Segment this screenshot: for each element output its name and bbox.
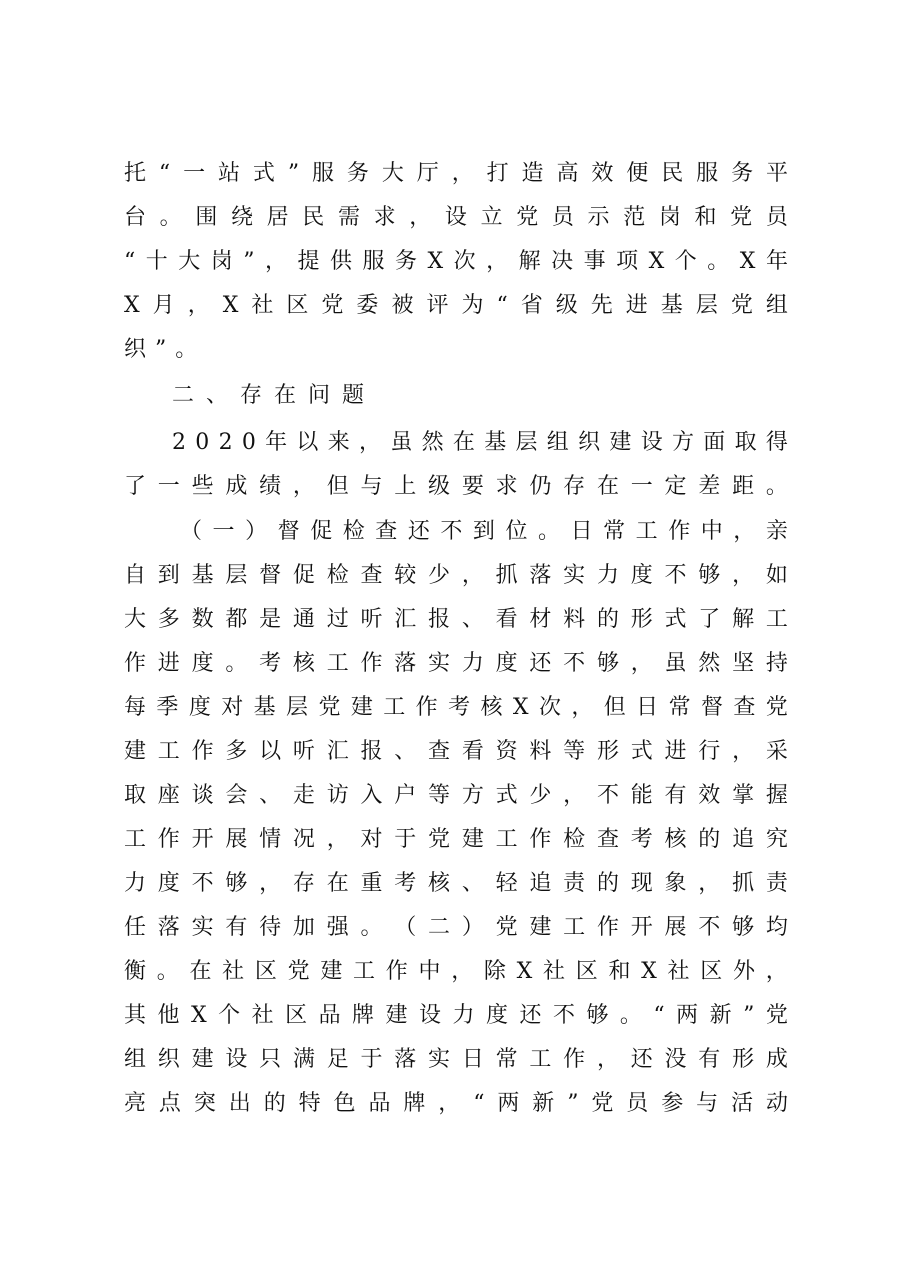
section-heading-problems: 二、存在问题 (172, 383, 377, 408)
text-line: 大 多 数 都 是 通 过 听 汇 报 、 看 材 料 的 形 式 了 解 工 (124, 607, 788, 632)
text-line: 力 度 不 够 ， 存 在 重 考 核 、 轻 追 责 的 现 象 ， 抓 责 (124, 871, 788, 896)
text-line: 亮 点 突 出 的 特 色 品 牌 ， “ 两 新 ” 党 员 参 与 活 动 (124, 1091, 788, 1116)
paragraph-service-hall (124, 152, 788, 372)
text-line: 自 到 基 层 督 促 检 查 较 少 ， 抓 落 实 力 度 不 够 ， 如 (124, 563, 788, 588)
text-line: 织”。 (124, 337, 207, 362)
text-line: 托 “ 一 站 式 ” 服 务 大 厅 ， 打 造 高 效 便 民 服 务 平 (124, 161, 788, 186)
text-line: 台 。 围 绕 居 民 需 求 ， 设 立 党 员 示 范 岗 和 党 员 (124, 205, 788, 230)
text-line: 取 座 谈 会 、 走 访 入 户 等 方 式 少 ， 不 能 有 效 掌 握 (124, 783, 788, 808)
text-line: 衡 。 在 社 区 党 建 工 作 中 ， 除 X 社 区 和 X 社 区 外 ， (124, 959, 788, 984)
text-line: 2 0 2 0 年 以 来 ， 虽 然 在 基 层 组 织 建 设 方 面 取 得 (172, 430, 788, 455)
paragraph-problems-detail (124, 510, 788, 1126)
text-line: 每 季 度 对 基 层 党 建 工 作 考 核 X 次 ， 但 日 常 督 查 党 (124, 695, 788, 720)
text-line: 了 一 些 成 绩 ， 但 与 上 级 要 求 仍 存 在 一 定 差 距 。 (124, 474, 788, 499)
text-line: 工 作 开 展 情 况 ， 对 于 党 建 工 作 检 查 考 核 的 追 究 (124, 827, 788, 852)
text-line: X 月 ， X 社 区 党 委 被 评 为 “ 省 级 先 进 基 层 党 组 (124, 293, 788, 318)
paragraph-summary (124, 421, 788, 509)
text-line: 其 他 X 个 社 区 品 牌 建 设 力 度 还 不 够 。 “ 两 新 ” 党 (124, 1003, 788, 1028)
text-line: “ 十 大 岗 ” ， 提 供 服 务 X 次 ， 解 决 事 项 X 个 。 X 年 (124, 249, 788, 274)
text-line: （ 一 ） 督 促 检 查 还 不 到 位 。 日 常 工 作 中 ， 亲 (180, 519, 788, 544)
text-line: 任 落 实 有 待 加 强 。 （ 二 ） 党 建 工 作 开 展 不 够 均 (124, 915, 788, 940)
text-line: 建 工 作 多 以 听 汇 报 、 查 看 资 料 等 形 式 进 行 ， 采 (124, 739, 788, 764)
text-line: 作 进 度 。 考 核 工 作 落 实 力 度 还 不 够 ， 虽 然 坚 持 (124, 651, 788, 676)
text-line: 组 织 建 设 只 满 足 于 落 实 日 常 工 作 ， 还 没 有 形 成 (124, 1047, 788, 1072)
